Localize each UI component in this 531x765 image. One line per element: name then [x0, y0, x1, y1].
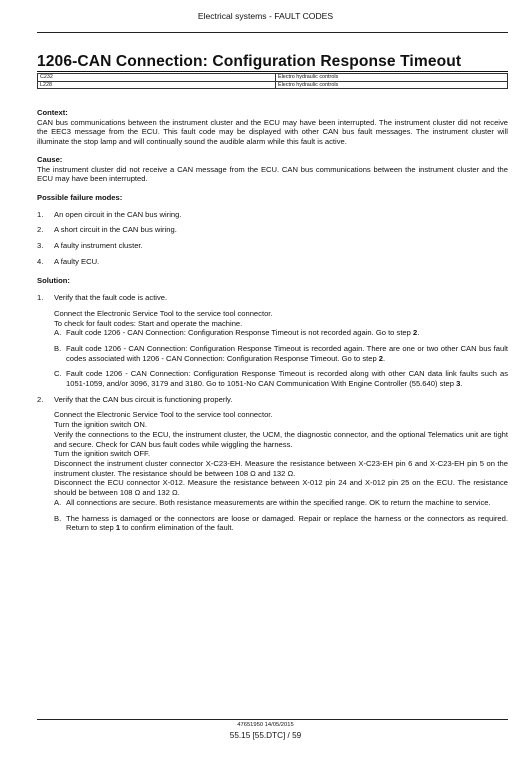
- footer-divider: [37, 719, 508, 720]
- cause-text: The instrument cluster did not receive a CAN message from the ECU. CAN bus communications between the instrument cluster and the ECU may have been interrupted.: [37, 164, 508, 184]
- table-row: [38, 81, 508, 89]
- context-text: CAN bus communications between the instrument cluster and the ECU may have been interrupted. The instrument cluster did not receive the EEC3 message from the ECU. This fault code may be displayed with other CAN bus fault messages. The instrument cluster will illuminate the stop lamp and will continually sound the audible alarm while this fault is active.: [37, 117, 508, 147]
- model-cell: C232: [38, 74, 276, 82]
- title-divider: [37, 71, 508, 72]
- step-paragraph: Connect the Electronic Service Tool to the service tool connector.: [54, 410, 273, 420]
- model-table: [37, 73, 508, 89]
- step-option: C. Fault code 1206 - CAN Connection: Configuration Response Timeout is recorded along with other CAN data link faults such as 1051-1059, and/or 3096, 3179 and 3180. Go to 1051-No CAN Communication With Engine Controller (55.640) step 3.: [54, 369, 508, 389]
- variant-cell: Electro hydraulic controls: [276, 81, 508, 89]
- context-label: Context:: [37, 108, 68, 117]
- step-option: A. All connections are secure. Both resistance measurements are within the specified range. OK to return the machine to service.: [54, 497, 491, 507]
- table-row: [38, 74, 508, 82]
- header-divider: [37, 32, 508, 33]
- step-option: B. Fault code 1206 - CAN Connection: Configuration Response Timeout is recorded again. There are one or two other CAN bus fault codes associated with 1206 - CAN Connection: Configuration Response Timeout. Go to step 2.: [54, 343, 508, 363]
- solution-label: Solution:: [37, 276, 70, 286]
- list-item: 4. A faulty ECU.: [37, 256, 100, 266]
- list-item: 3. A faulty instrument cluster.: [37, 241, 143, 251]
- step-paragraph: Turn the ignition switch OFF.: [54, 449, 150, 459]
- list-item: 2. A short circuit in the CAN bus wiring.: [37, 225, 177, 235]
- step-paragraph: To check for fault codes: Start and operate the machine.: [54, 318, 243, 328]
- page-number: 55.15 [55.DTC] / 59: [229, 731, 302, 740]
- solution-step-1: 1. Verify that the fault code is active.: [37, 293, 168, 303]
- step-paragraph: Connect the Electronic Service Tool to the service tool connector.: [54, 308, 273, 318]
- step-paragraph: Verify the connections to the ECU, the instrument cluster, the UCM, the diagnostic connector, and the optional Telematics unit are tight and secure. Check for CAN bus fault codes while wiggling the harness.: [54, 429, 508, 449]
- running-header: Electrical systems - FAULT CODES: [197, 11, 334, 21]
- document-body: [37, 108, 508, 539]
- step-option: A. Fault code 1206 - CAN Connection: Configuration Response Timeout is not recorded again. Go to step 2.: [54, 328, 420, 338]
- step-paragraph: Turn the ignition switch ON.: [54, 420, 147, 430]
- variant-cell: Electro hydraulic controls: [276, 74, 508, 82]
- step-paragraph: Disconnect the ECU connector X-012. Measure the resistance between X-012 pin 24 and X-012 pin 25 on the ECU. The resistance should be between 108 Ω and 132 Ω.: [54, 478, 508, 498]
- model-cell: L228: [38, 81, 276, 89]
- page-title: 1206-CAN Connection: Configuration Response Timeout: [37, 53, 462, 70]
- cause-label: Cause:: [37, 154, 63, 164]
- failure-modes-label: Possible failure modes:: [37, 192, 123, 202]
- step-paragraph: Disconnect the instrument cluster connector X-C23-EH. Measure the resistance between X-C23-EH pin 6 and X-C23-EH pin 5 on the instrument cluster. The resistance should be between 108 Ω and 132 Ω.: [54, 458, 508, 478]
- step-option: B. The harness is damaged or the connectors are loose or damaged. Repair or replace the harness or the connectors as required. Return to step 1 to confirm elimination of the fault.: [54, 513, 508, 533]
- list-item: 1. An open circuit in the CAN bus wiring.: [37, 209, 182, 219]
- document-number: 47651950 14/05/2015: [237, 722, 294, 728]
- solution-step-2: 2. Verify that the CAN bus circuit is functioning properly.: [37, 394, 233, 404]
